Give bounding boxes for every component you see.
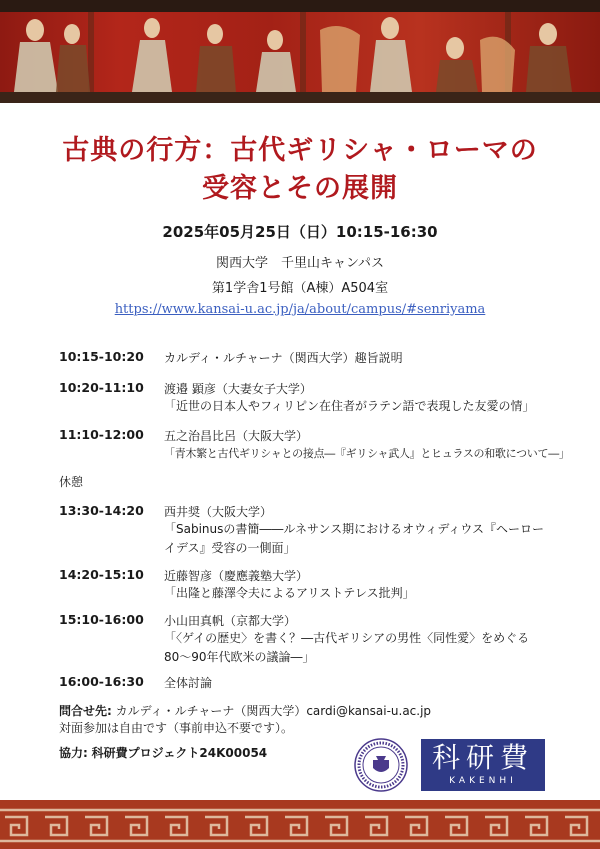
schedule-speaker: 近藤智彦（慶應義塾大学） [164,569,309,583]
talk-title: 「出隆と藤澤令夫によるアリストテレス批判」 [164,586,415,600]
schedule-time: 13:30-14:20 [59,503,144,518]
talk-title: 「近世の日本人やフィリピン在住者がラテン語で表現した友愛の情」 [164,399,535,413]
break-label: 休憩 [59,475,84,489]
event-title-line2: 受容とその展開 [202,173,398,204]
event-title-line1: 古典の行方：古代ギリシャ・ローマの [62,135,538,166]
schedule-speaker: 全体討論 [164,676,213,690]
talk-title: 「Sabinusの書簡――ルネサンス期におけるオウィディウス『ヘーローイデス』受容の一側面」 [164,522,545,555]
schedule-time: 10:20-11:10 [59,380,144,395]
campus-url-link[interactable]: https://www.kansai-u.ac.jp/ja/about/campus/#senriyama [114,302,486,317]
schedule-speaker: 五之治昌比呂（大阪大学） [164,429,309,443]
admission-note: 対面参加は自由です（事前申込不要です）。 [59,721,294,735]
contact-text: カルディ・ルチャーナ（関西大学）cardi@kansai-u.ac.jp [115,704,432,718]
schedule-speaker: 西井奨（大阪大学） [164,505,273,519]
contact-label: 問合せ先: [59,704,112,718]
schedule-time: 14:20-15:10 [59,567,144,582]
support-label: 協力: [59,746,88,760]
support-text: 科研費プロジェクト24K00054 [91,746,268,760]
kakenhi-logo-sub: KAKENHI [449,776,517,786]
schedule-time: 10:15-10:20 [59,349,144,364]
schedule-time: 11:10-12:00 [59,427,144,442]
decorative-meander-border [0,800,600,849]
venue-campus: 関西大学 千里山キャンパス [215,256,385,271]
talk-title: 「青木繁と古代ギリシャとの接点―『ギリシャ武人』とヒュラスの和歌について―」 [164,447,570,460]
schedule-time: 16:00-16:30 [59,674,144,689]
event-date: 2025年05月25日（日）10:15-16:30 [162,223,438,241]
schedule-speaker: 小山田真帆（京都大学） [164,614,297,628]
venue-room: 第1学舎1号館（A棟）A504室 [211,281,389,296]
university-seal-logo [354,738,408,792]
contact-line [59,702,431,719]
support-line [59,744,267,761]
kakenhi-logo-text: 科研費 [431,741,534,774]
schedule-speaker: カルディ・ルチャーナ（関西大学）趣旨説明 [164,351,403,365]
fresco-banner-image [0,0,600,103]
schedule-speaker: 渡邉 顕彦（大妻女子大学） [164,382,312,396]
kakenhi-logo [421,739,545,791]
talk-title: 「〈ゲイの歴史〉を書く？―古代ギリシアの男性〈同性愛〉をめぐる80〜90年代欧米の議論―」 [164,631,530,664]
schedule-time: 15:10-16:00 [59,612,144,627]
